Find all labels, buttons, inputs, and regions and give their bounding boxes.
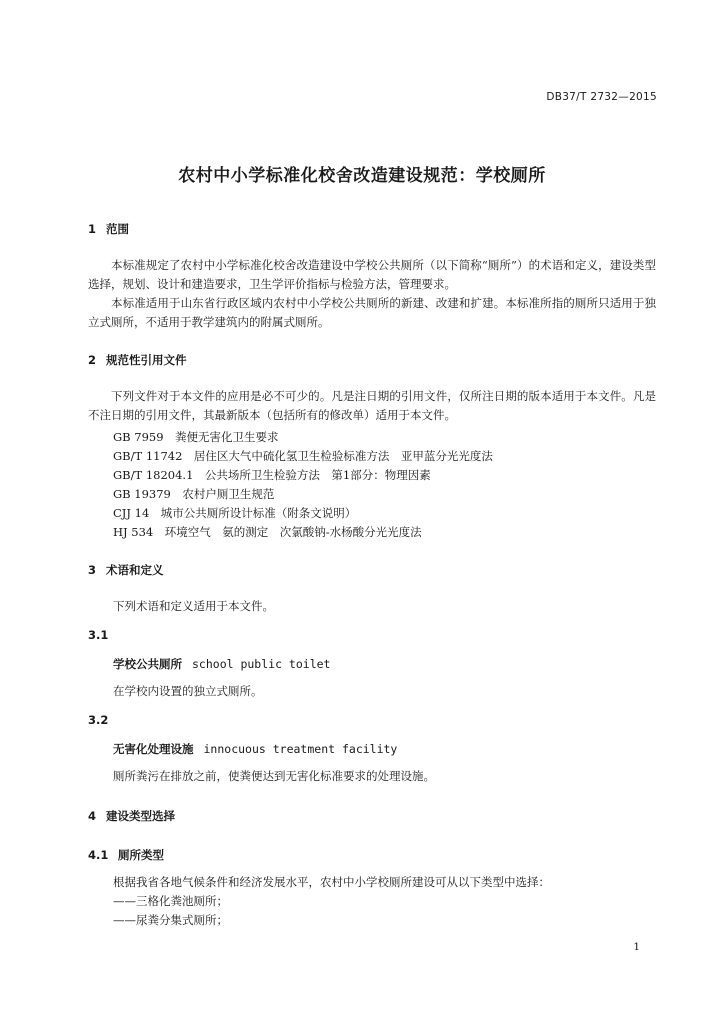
term-name-en: innocuous treatment facility bbox=[203, 742, 398, 756]
section-2-heading bbox=[88, 352, 187, 368]
term-name-en: school public toilet bbox=[192, 657, 331, 671]
section-3-heading bbox=[88, 562, 164, 578]
section-1-heading bbox=[88, 221, 129, 237]
reference-item: GB/T 11742 居住区大气中硫化氢卫生检验标准方法 亚甲蓝分光光度法 bbox=[113, 449, 493, 463]
section-title: 术语和定义 bbox=[106, 563, 164, 577]
term-name-zh: 无害化处理设施 bbox=[113, 742, 194, 756]
subsection-4-1-heading bbox=[88, 847, 164, 863]
section-number: 2 bbox=[88, 353, 97, 367]
section-3-paragraph-1: 下列术语和定义适用于本文件。 bbox=[113, 599, 274, 613]
document-code: DB37/T 2732—2015 bbox=[546, 91, 657, 103]
section-title: 建设类型选择 bbox=[106, 809, 175, 823]
section-title: 规范性引用文件 bbox=[106, 353, 187, 367]
term-name-zh: 学校公共厕所 bbox=[113, 657, 182, 671]
reference-item: GB 19379 农村户厕卫生规范 bbox=[113, 487, 275, 501]
section-1-paragraph-2: 本标准适用于山东省行政区域内农村中小学校公共厕所的新建、改建和扩建。本标准所指的厕所只适用于独立式厕所，不适用于教学建筑内的附属式厕所。 bbox=[88, 296, 656, 329]
reference-item: GB/T 18204.1 公共场所卫生检验方法 第1部分：物理因素 bbox=[113, 468, 431, 482]
reference-item: GB 7959 粪便无害化卫生要求 bbox=[113, 430, 279, 444]
term-3-1 bbox=[113, 656, 330, 672]
term-3-2 bbox=[113, 741, 397, 757]
section-title: 范围 bbox=[106, 222, 129, 236]
section-1-paragraph-1: 本标准规定了农村中小学标准化校舍改造建设中学校公共厕所（以下简称“厕所”）的术语和定义，建设类型选择，规划、设计和建造要求，卫生学评价指标与检验方法，管理要求。 bbox=[88, 258, 656, 291]
reference-item: CJJ 14 城市公共厕所设计标准（附条文说明） bbox=[113, 506, 357, 520]
document-title: 农村中小学标准化校舍改造建设规范：学校厕所 bbox=[178, 166, 546, 186]
term-3-2-number: 3.2 bbox=[88, 713, 109, 727]
section-4-paragraph-1: 根据我省各地气候条件和经济发展水平，农村中小学校厕所建设可从以下类型中选择： bbox=[113, 875, 550, 889]
subsection-title: 厕所类型 bbox=[118, 848, 164, 862]
section-4-heading bbox=[88, 808, 175, 824]
term-3-1-number: 3.1 bbox=[88, 628, 109, 642]
term-3-1-definition: 在学校内设置的独立式厕所。 bbox=[113, 684, 263, 698]
list-item: ——三格化粪池厕所； bbox=[113, 894, 228, 908]
page-number: 1 bbox=[633, 941, 640, 953]
reference-item: HJ 534 环境空气 氨的测定 次氯酸钠-水杨酸分光光度法 bbox=[113, 525, 422, 539]
section-2-paragraph-1: 下列文件对于本文件的应用是必不可少的。凡是注日期的引用文件，仅所注日期的版本适用于本文件。凡是不注日期的引用文件，其最新版本（包括所有的修改单）适用于本文件。 bbox=[88, 389, 656, 422]
section-number: 4 bbox=[88, 809, 97, 823]
subsection-number: 4.1 bbox=[88, 848, 109, 862]
section-number: 3 bbox=[88, 563, 97, 577]
section-number: 1 bbox=[88, 222, 97, 236]
term-3-2-definition: 厕所粪污在排放之前，使粪便达到无害化标准要求的处理设施。 bbox=[113, 769, 435, 783]
list-item: ——尿粪分集式厕所； bbox=[113, 913, 228, 927]
